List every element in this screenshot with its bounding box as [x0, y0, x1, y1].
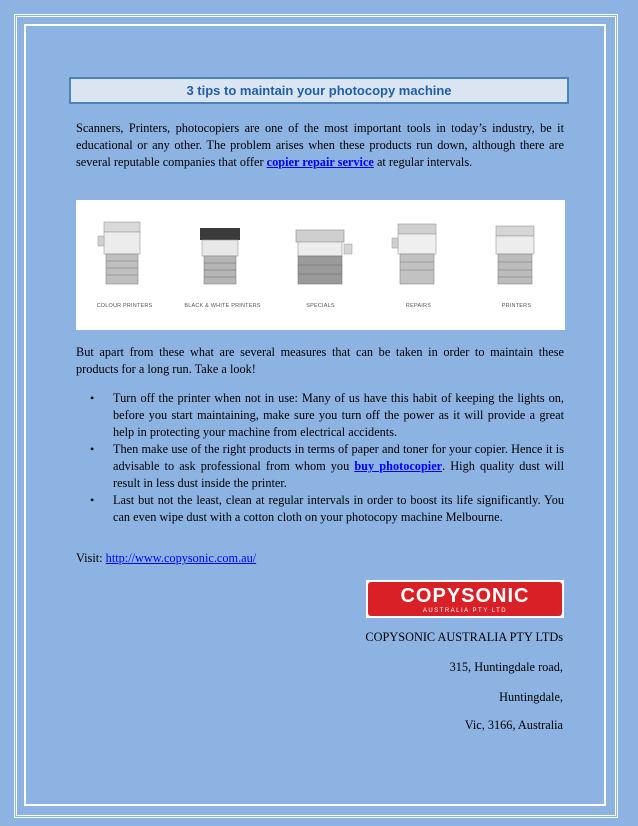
product-banner	[76, 200, 565, 330]
address-street: 315, Huntingdale road,	[449, 660, 563, 674]
second-paragraph: But apart from these what are several measures that can be taken in order to maintain these products for a long run. Take a look!	[76, 345, 564, 376]
bullet-text: Last but not the least, clean at regular intervals in order to boost its life significantly. You can even wipe dust with a cotton cloth on your photocopy machine Melbourne.	[113, 493, 564, 524]
list-item	[76, 441, 564, 492]
colour-printer-image	[76, 200, 173, 300]
banner-item-colour-printers	[76, 200, 173, 330]
bullet-text: Then make use of the right products in terms of paper and toner for your copier. Hence it is advisable to ask professional from whom you	[113, 442, 564, 473]
address-company: COPYSONIC AUSTRALIA PTY LTDs	[365, 630, 563, 644]
intro-text-after: at regular intervals.	[373, 155, 473, 169]
address-state: Vic, 3166, Australia	[464, 718, 563, 732]
visit-label: Visit:	[76, 551, 106, 565]
bullet-text-after: . High quality dust will result in less dust inside the printer.	[113, 459, 565, 490]
logo-sub-text: AUSTRALIA PTY LTD	[422, 608, 508, 614]
printers-image	[468, 200, 565, 300]
specials-printer-image	[272, 200, 369, 300]
title-box	[69, 77, 569, 104]
banner-caption: REPAIRS	[405, 303, 432, 309]
banner-caption: BLACK & WHITE PRINTERS	[184, 303, 261, 309]
visit-line	[76, 550, 564, 567]
repairs-printer-image	[370, 200, 467, 300]
page-title: 3 tips to maintain your photocopy machine	[186, 83, 452, 98]
banner-item-bw-printers	[174, 200, 271, 330]
intro-paragraph	[76, 120, 564, 171]
intro-text-before: Scanners, Printers, photocopiers are one of the most important tools in today’s industry, be it educational or any other. The problem arises when these products run down, although there are several reputable companies that offer	[76, 121, 564, 169]
bullet-icon: •	[90, 391, 95, 405]
banner-item-specials	[272, 200, 369, 330]
copier-repair-link[interactable]: copier repair service	[266, 155, 374, 169]
address-suburb: Huntingdale,	[499, 690, 563, 704]
banner-caption: COLOUR PRINTERS	[96, 303, 153, 309]
banner-caption: SPECIALS	[306, 303, 335, 309]
website-link[interactable]: http://www.copysonic.com.au/	[105, 551, 257, 565]
banner-item-repairs	[370, 200, 467, 330]
banner-caption: PRINTERS	[501, 303, 532, 309]
list-item	[76, 492, 564, 526]
copysonic-logo-image	[366, 580, 564, 618]
company-logo	[366, 580, 564, 618]
list-item	[76, 390, 564, 441]
logo-main-text: COPYSONIC	[400, 585, 530, 607]
bullet-text: Turn off the printer when not in use: Many of us have this habit of keeping the lights on, before you start maintaining, make sure you turn off the power as it will provide a great help in protecting your machine from electrical accidents.	[113, 391, 564, 439]
bullet-icon: •	[90, 442, 95, 456]
bw-printer-image	[174, 200, 271, 300]
banner-item-printers	[468, 200, 565, 330]
buy-photocopier-link[interactable]: buy photocopier	[354, 459, 443, 473]
bullet-icon: •	[90, 493, 95, 507]
tips-list	[76, 390, 564, 526]
